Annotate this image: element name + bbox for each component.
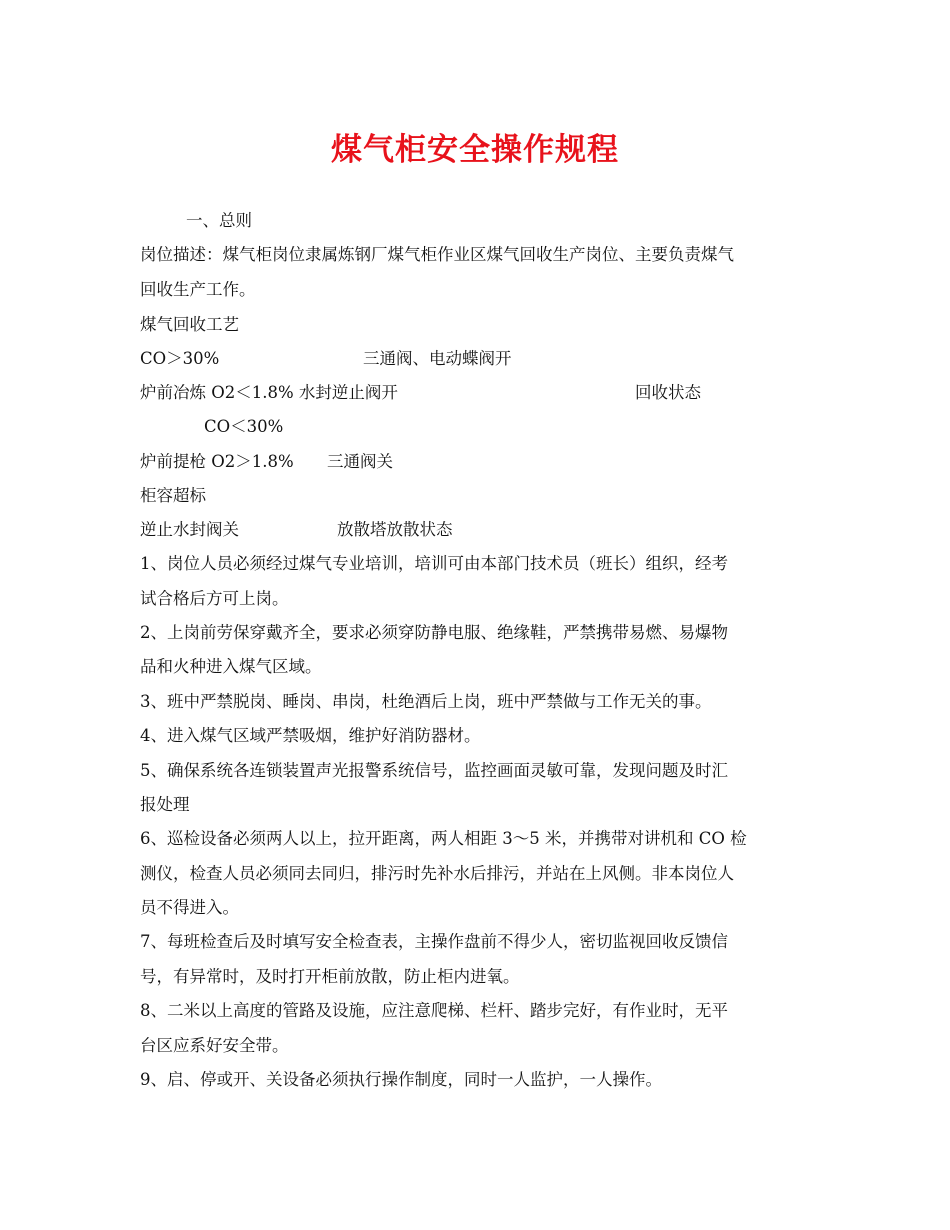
rule-line: 4、进入煤气区域严禁吸烟，维护好消防器材。 — [140, 726, 481, 745]
rule-line: 试合格后方可上岗。 — [140, 589, 289, 608]
rule-line: 测仪，检查人员必须同去同归，排污时先补水后排污，并站在上风侧。非本岗位人 — [140, 864, 734, 883]
rule-line: 号，有异常时，及时打开柜前放散，防止柜内进氧。 — [140, 967, 520, 986]
description-line-1: 岗位描述：煤气柜岗位隶属炼钢厂煤气柜作业区煤气回收生产岗位、主要负责煤气 — [140, 245, 734, 264]
rule-line: 品和火种进入煤气区域。 — [140, 657, 322, 676]
section-heading: 一、总则 — [186, 211, 252, 230]
rule-line: 员不得进入。 — [140, 898, 239, 917]
rule-line: 6、巡检设备必须两人以上，拉开距离，两人相距 3～5 米，并携带对讲机和 CO 检 — [140, 829, 747, 848]
rule-line: 5、确保系统各连锁装置声光报警系统信号，监控画面灵敏可靠，发现问题及时汇 — [140, 761, 728, 780]
valve-open-action: 三通阀、电动蝶阀开 — [363, 349, 512, 368]
process-title: 煤气回收工艺 — [140, 315, 239, 334]
valve-close-action: 三通阀关 — [327, 452, 393, 471]
co-low-condition: CO＜30% — [204, 417, 284, 436]
rule-line: 2、上岗前劳保穿戴齐全，要求必须穿防静电服、绝缘鞋，严禁携带易燃、易爆物 — [140, 623, 728, 642]
rule-line: 9、启、停或开、关设备必须执行操作制度，同时一人监护，一人操作。 — [140, 1070, 662, 1089]
rule-line: 报处理 — [140, 795, 190, 814]
page-title: 煤气柜安全操作规程 — [331, 132, 619, 168]
rule-line: 台区应系好安全带。 — [140, 1036, 289, 1055]
description-line-2: 回收生产工作。 — [140, 280, 256, 299]
smelting-condition: 炉前冶炼 O2＜1.8% 水封逆止阀开 — [140, 383, 398, 402]
rule-line: 7、每班检查后及时填写安全检查表，主操作盘前不得少人，密切监视回收反馈信 — [140, 932, 728, 951]
lance-condition: 炉前提枪 O2＞1.8% — [140, 452, 294, 471]
rule-line: 1、岗位人员必须经过煤气专业培训，培训可由本部门技术员（班长）组织，经考 — [140, 554, 728, 573]
release-state: 放散塔放散状态 — [337, 520, 453, 539]
over-capacity-condition: 柜容超标 — [140, 486, 206, 505]
seal-close-action: 逆止水封阀关 — [140, 520, 239, 539]
rule-line: 3、班中严禁脱岗、睡岗、串岗，杜绝酒后上岗，班中严禁做与工作无关的事。 — [140, 692, 712, 711]
rule-line: 8、二米以上高度的管路及设施，应注意爬梯、栏杆、踏步完好，有作业时，无平 — [140, 1001, 728, 1020]
co-high-condition: CO＞30% — [140, 349, 220, 368]
recovery-state: 回收状态 — [635, 383, 701, 402]
